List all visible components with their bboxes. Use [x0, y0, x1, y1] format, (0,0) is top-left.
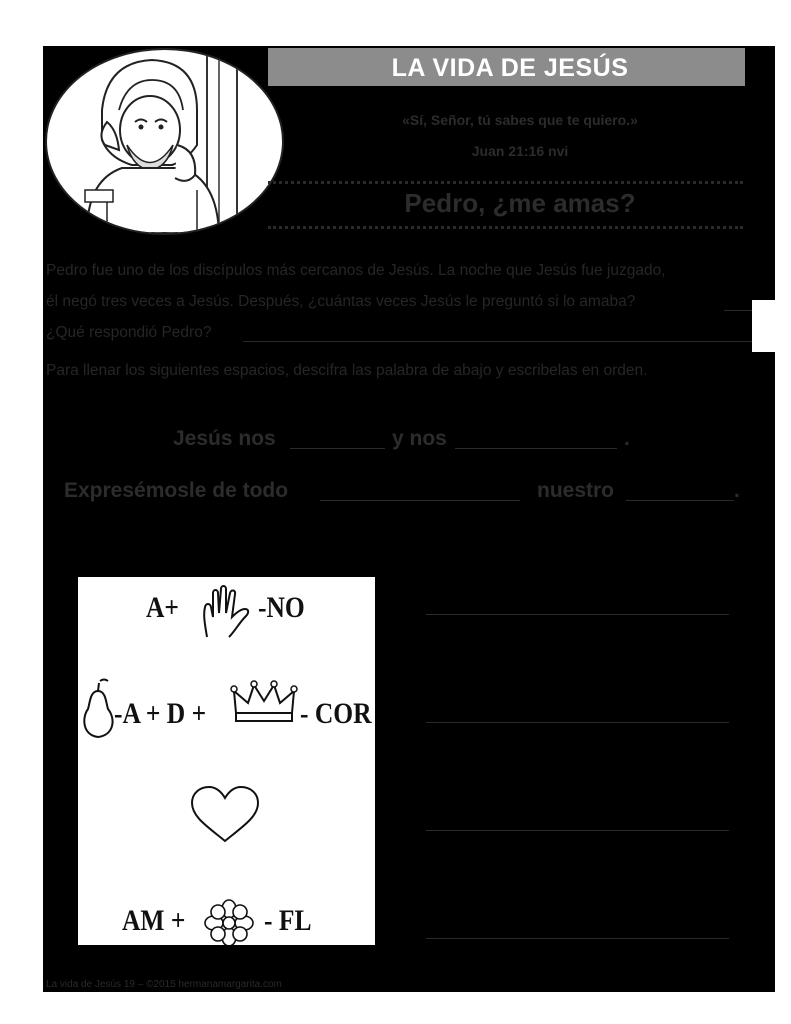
sentence-1-blank-2[interactable]	[455, 448, 617, 449]
sentence-2-end: .	[734, 479, 740, 502]
crown-icon	[230, 679, 298, 723]
hand-icon	[199, 585, 255, 641]
answer-blank-count[interactable]	[724, 310, 752, 311]
answer-line-4[interactable]	[426, 938, 729, 939]
answer-blank-response[interactable]	[243, 341, 752, 342]
pear-icon	[78, 677, 118, 739]
page-footer: La vida de Jesús 19 – ©2015 hermanamargarita.com	[46, 979, 282, 990]
rebus-2-middle: -A + D +	[114, 697, 207, 730]
sentence-1-blank-1[interactable]	[290, 448, 385, 449]
rebus-2-suffix: - COR	[300, 697, 372, 730]
answer-line-1[interactable]	[426, 614, 729, 615]
peter-illustration	[45, 48, 284, 235]
dotted-divider-bottom	[268, 226, 743, 229]
story-line-2: él negó tres veces a Jesús. Después, ¿cuántas veces Jesús le preguntó si lo amaba?	[46, 293, 636, 310]
sentence-1-end: .	[624, 427, 630, 450]
story-line-3: ¿Qué respondió Pedro?	[46, 324, 212, 341]
instructions: Para llenar los siguientes espacios, descifra las palabra de abajo y escribelas en orden.	[46, 362, 648, 379]
page-title: LA VIDA DE JESÚS	[391, 54, 629, 82]
sentence-2-blank-2[interactable]	[626, 500, 734, 501]
rebus-4-prefix: AM +	[122, 904, 186, 937]
rebus-4-suffix: - FL	[264, 904, 312, 937]
answer-line-3[interactable]	[426, 830, 729, 831]
page-edge-tab	[752, 300, 776, 352]
sentence-2-part-a: Expresémosle de todo	[64, 479, 289, 502]
flower-icon	[203, 899, 255, 945]
peter-drawing	[47, 50, 282, 233]
sentence-2-part-b: nuestro	[537, 479, 615, 502]
sentence-2-blank-1[interactable]	[320, 500, 520, 501]
lesson-subtitle: Pedro, ¿me amas?	[404, 188, 636, 218]
dotted-divider-top	[268, 181, 743, 184]
rebus-1-prefix: A+	[146, 591, 179, 624]
rebus-1-suffix: -NO	[258, 591, 305, 624]
story-line-1: Pedro fue uno de los discípulos más cercanos de Jesús. La noche que Jesús fue juzgado,	[46, 262, 666, 279]
verse-reference: Juan 21:16 nvi	[471, 143, 569, 159]
rebus-puzzle-box	[78, 577, 375, 945]
sentence-1-part-a: Jesús nos	[173, 427, 276, 450]
heart-icon	[188, 785, 262, 845]
sentence-1-part-b: y nos	[392, 427, 447, 450]
bible-verse: «Sí, Señor, tú sabes que te quiero.»	[402, 112, 638, 128]
answer-line-2[interactable]	[426, 722, 729, 723]
